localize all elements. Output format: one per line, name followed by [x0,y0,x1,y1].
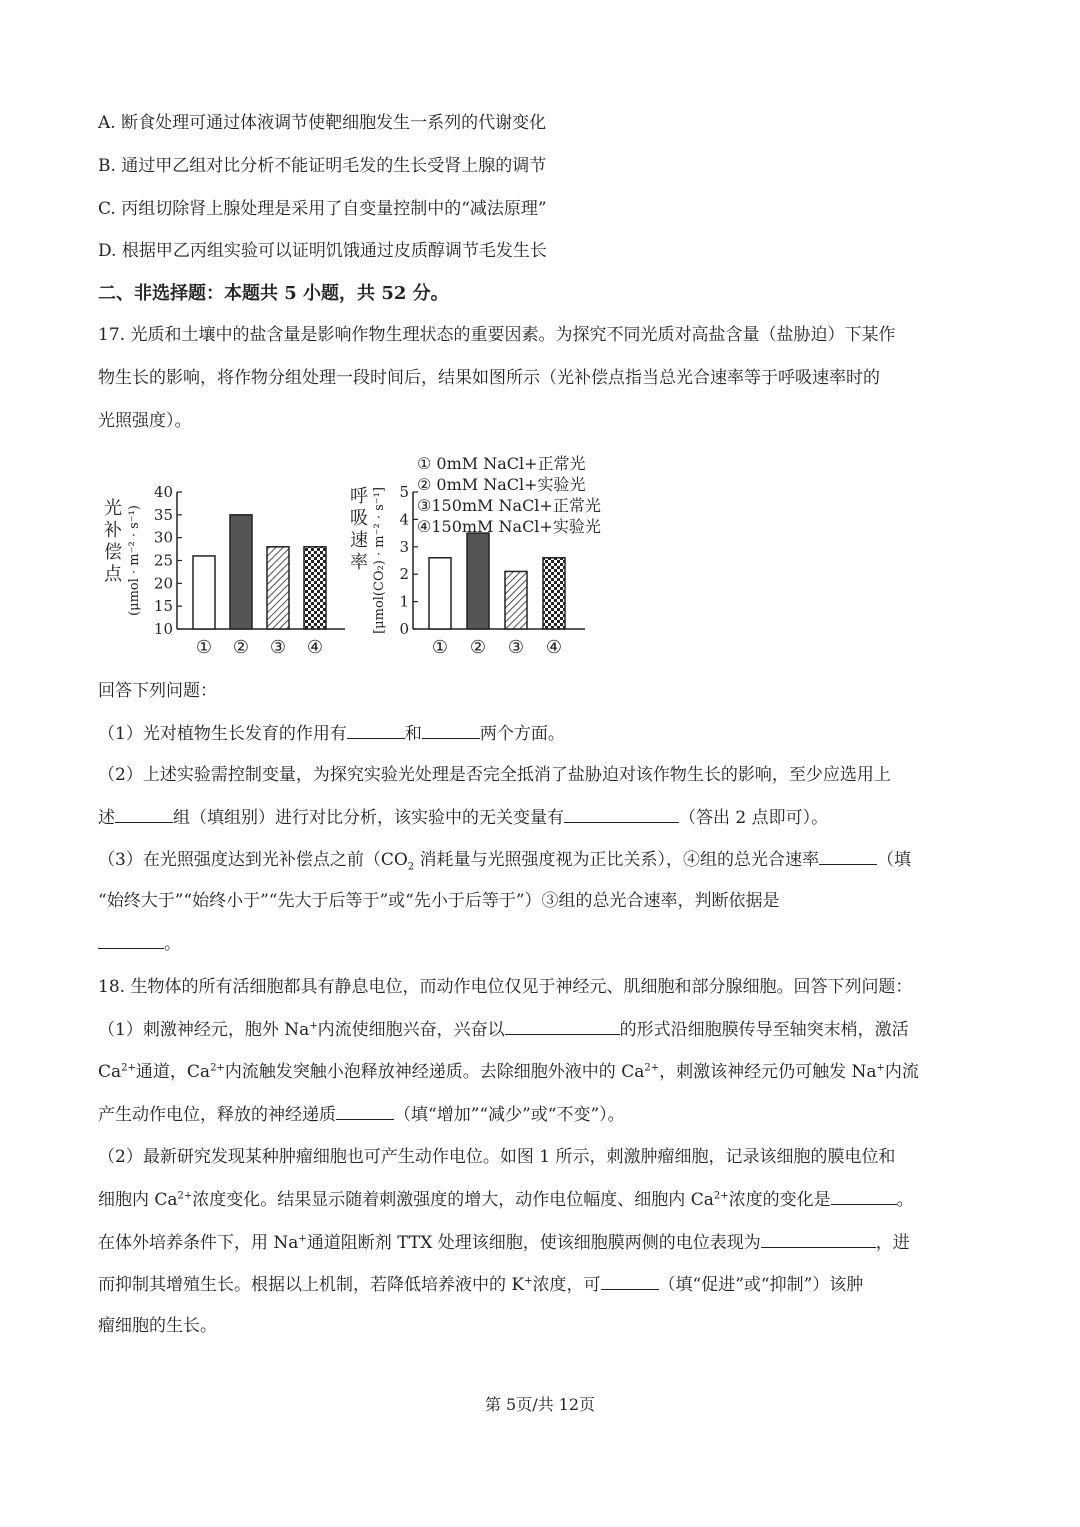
y-tick-label: 40 [153,483,173,501]
q17-part2-line2: 述 组（填组别）进行对比分析，该实验中的无关变量有 （答出 2 点即可）。 [98,808,829,828]
section-heading: 二、非选择题：本题共 5 小题，共 52 分。 [98,283,449,304]
y-label-char: 补 [104,520,122,541]
y-tick-label: 5 [399,483,409,501]
q17-part2-line1: （2）上述实验需控制变量，为探究实验光处理是否完全抵消了盐胁迫对该作物生长的影响，至少应选用上 [98,765,891,785]
answer-blank[interactable] [564,806,679,823]
answer-blank[interactable] [347,722,405,739]
q17-part1: （1）光对植物生长发育的作用有 和 两个方面。 [98,724,565,744]
q18-part2-line2: 细胞内 $Ca^{2+}$浓度变化。结果显示随着刺激强度的增大，动作电位幅度、细胞内 $Ca^{2+}$浓度的变化是 。 [98,1190,914,1210]
bar [193,556,215,629]
y-tick-label: 15 [153,597,173,616]
y-tick-label: 3 [399,537,409,556]
q18-part2-line3: 在体外培养条件下，用 Na+通道阻断剂 TTX 处理该细胞，使该细胞膜两侧的电位表现为 ，进 [98,1233,910,1253]
bar [429,558,451,629]
answer-blank[interactable] [831,1188,897,1205]
q17-stem-line3: 光照强度）。 [98,411,192,431]
q18-part1-line3: 产生动作电位，释放的神经递质 （填“增加”“减少”或“不变”）。 [98,1105,625,1125]
y-tick-label: 10 [153,620,173,638]
legend-entry: ④150mM NaCl+实验光 [417,517,601,536]
answer-blank[interactable] [819,848,877,865]
option-a: A. 断食处理可通过体液调节使靶细胞发生一系列的代谢变化 [98,113,547,133]
q17-stem-line1: 17. 光质和土壤中的盐含量是影响作物生理状态的重要因素。为探究不同光质对高盐含量（盐胁迫）下某作 [98,325,896,345]
q18-part1-line2: $Ca^{2+}$通道，$Ca^{2+}$内流触发突触小泡释放神经递质。去除细胞外液中的 $Ca^{2+}$，刺激该神经元仍可触发 Na+内流 [98,1062,919,1082]
answer-blank[interactable] [422,722,480,739]
bar [304,547,326,629]
y-label-char: 呼 [350,486,368,507]
x-tick-label: ① [431,637,449,658]
y-label-char: 光 [104,498,122,519]
x-tick-label: ③ [507,637,525,658]
answer-blank[interactable] [761,1231,876,1248]
y-label-char: 率 [350,552,368,573]
y-unit-label: (μmol · m⁻² · s⁻¹) [127,505,142,616]
x-tick-label: ① [195,637,213,658]
q18-part2-line5: 瘤细胞的生长。 [98,1316,217,1336]
answer-blank[interactable] [98,932,164,949]
q18-part2-line4: 而抑制其增殖生长。根据以上机制，若降低培养液中的 K+浓度，可 （填“促进”或“抑制”）该肿 [98,1275,864,1295]
x-tick-label: ② [232,637,250,658]
q17-part3-line1: （3）在光照强度达到光补偿点之前（$CO_2$ 消耗量与光照强度视为正比关系），④组的总光合速率 （填 [98,850,912,873]
legend-entry: ② 0mM NaCl+实验光 [417,475,586,494]
bar [543,558,565,629]
q18-part1-line1: （1）刺激神经元，胞外 Na+内流使细胞兴奋，兴奋以 的形式沿细胞膜传导至轴突末梢，激活 [98,1020,909,1040]
respiration-rate-chart [350,454,601,658]
y-unit-label: [μmol(CO₂) · m⁻² · s⁻¹] [372,487,387,634]
answer-blank[interactable] [601,1273,659,1290]
y-tick-label: 0 [399,620,409,638]
y-tick-label: 30 [153,528,173,547]
y-tick-label: 25 [153,551,173,570]
legend-entry: ① 0mM NaCl+正常光 [417,454,586,473]
answer-blank[interactable] [115,806,173,823]
q17-answer-intro: 回答下列问题： [98,681,217,701]
answer-blank[interactable] [505,1018,620,1035]
y-tick-label: 1 [399,592,409,611]
y-label-char: 偿 [104,542,122,563]
bar [230,515,252,629]
q17-part3-line3: 。 [98,932,181,955]
legend-entry: ③150mM NaCl+正常光 [417,496,601,515]
y-tick-label: 35 [153,505,173,524]
q17-part3-line2: “始终大于”“始终小于”“先大于后等于”或“先小于后等于”）③组的总光合速率，判断依据是 [98,891,780,911]
bar [505,571,527,629]
q18-stem: 18. 生物体的所有活细胞都具有静息电位，而动作电位仅见于神经元、肌细胞和部分腺细胞。回答下列问题： [98,977,913,997]
option-c: C. 丙组切除肾上腺处理是采用了自变量控制中的“减法原理” [98,199,547,219]
y-label-char: 速 [350,530,368,551]
y-label-char: 点 [104,564,122,585]
y-tick-label: 4 [399,510,409,529]
x-tick-label: ③ [269,637,287,658]
bar [267,547,289,629]
x-tick-label: ④ [306,637,324,658]
bar [467,533,489,629]
q17-stem-line2: 物生长的影响，将作物分组处理一段时间后，结果如图所示（光补偿点指当总光合速率等于呼吸速率时的 [98,368,880,388]
x-tick-label: ④ [545,637,563,658]
option-d: D. 根据甲乙丙组实验可以证明饥饿通过皮质醇调节毛发生长 [98,241,547,261]
light-compensation-chart [104,483,345,658]
answer-blank[interactable] [336,1103,394,1120]
option-b: B. 通过甲乙组对比分析不能证明毛发的生长受肾上腺的调节 [98,156,547,176]
q17-figure [95,452,635,667]
y-tick-label: 2 [399,565,409,584]
y-tick-label: 20 [153,574,173,593]
y-label-char: 吸 [350,508,368,529]
q18-part2-line1: （2）最新研究发现某种肿瘤细胞也可产生动作电位。如图 1 所示，刺激肿瘤细胞，记录该细胞的膜电位和 [98,1147,896,1167]
page-footer: 第 5页/共 12页 [484,1395,596,1414]
x-tick-label: ② [469,637,487,658]
